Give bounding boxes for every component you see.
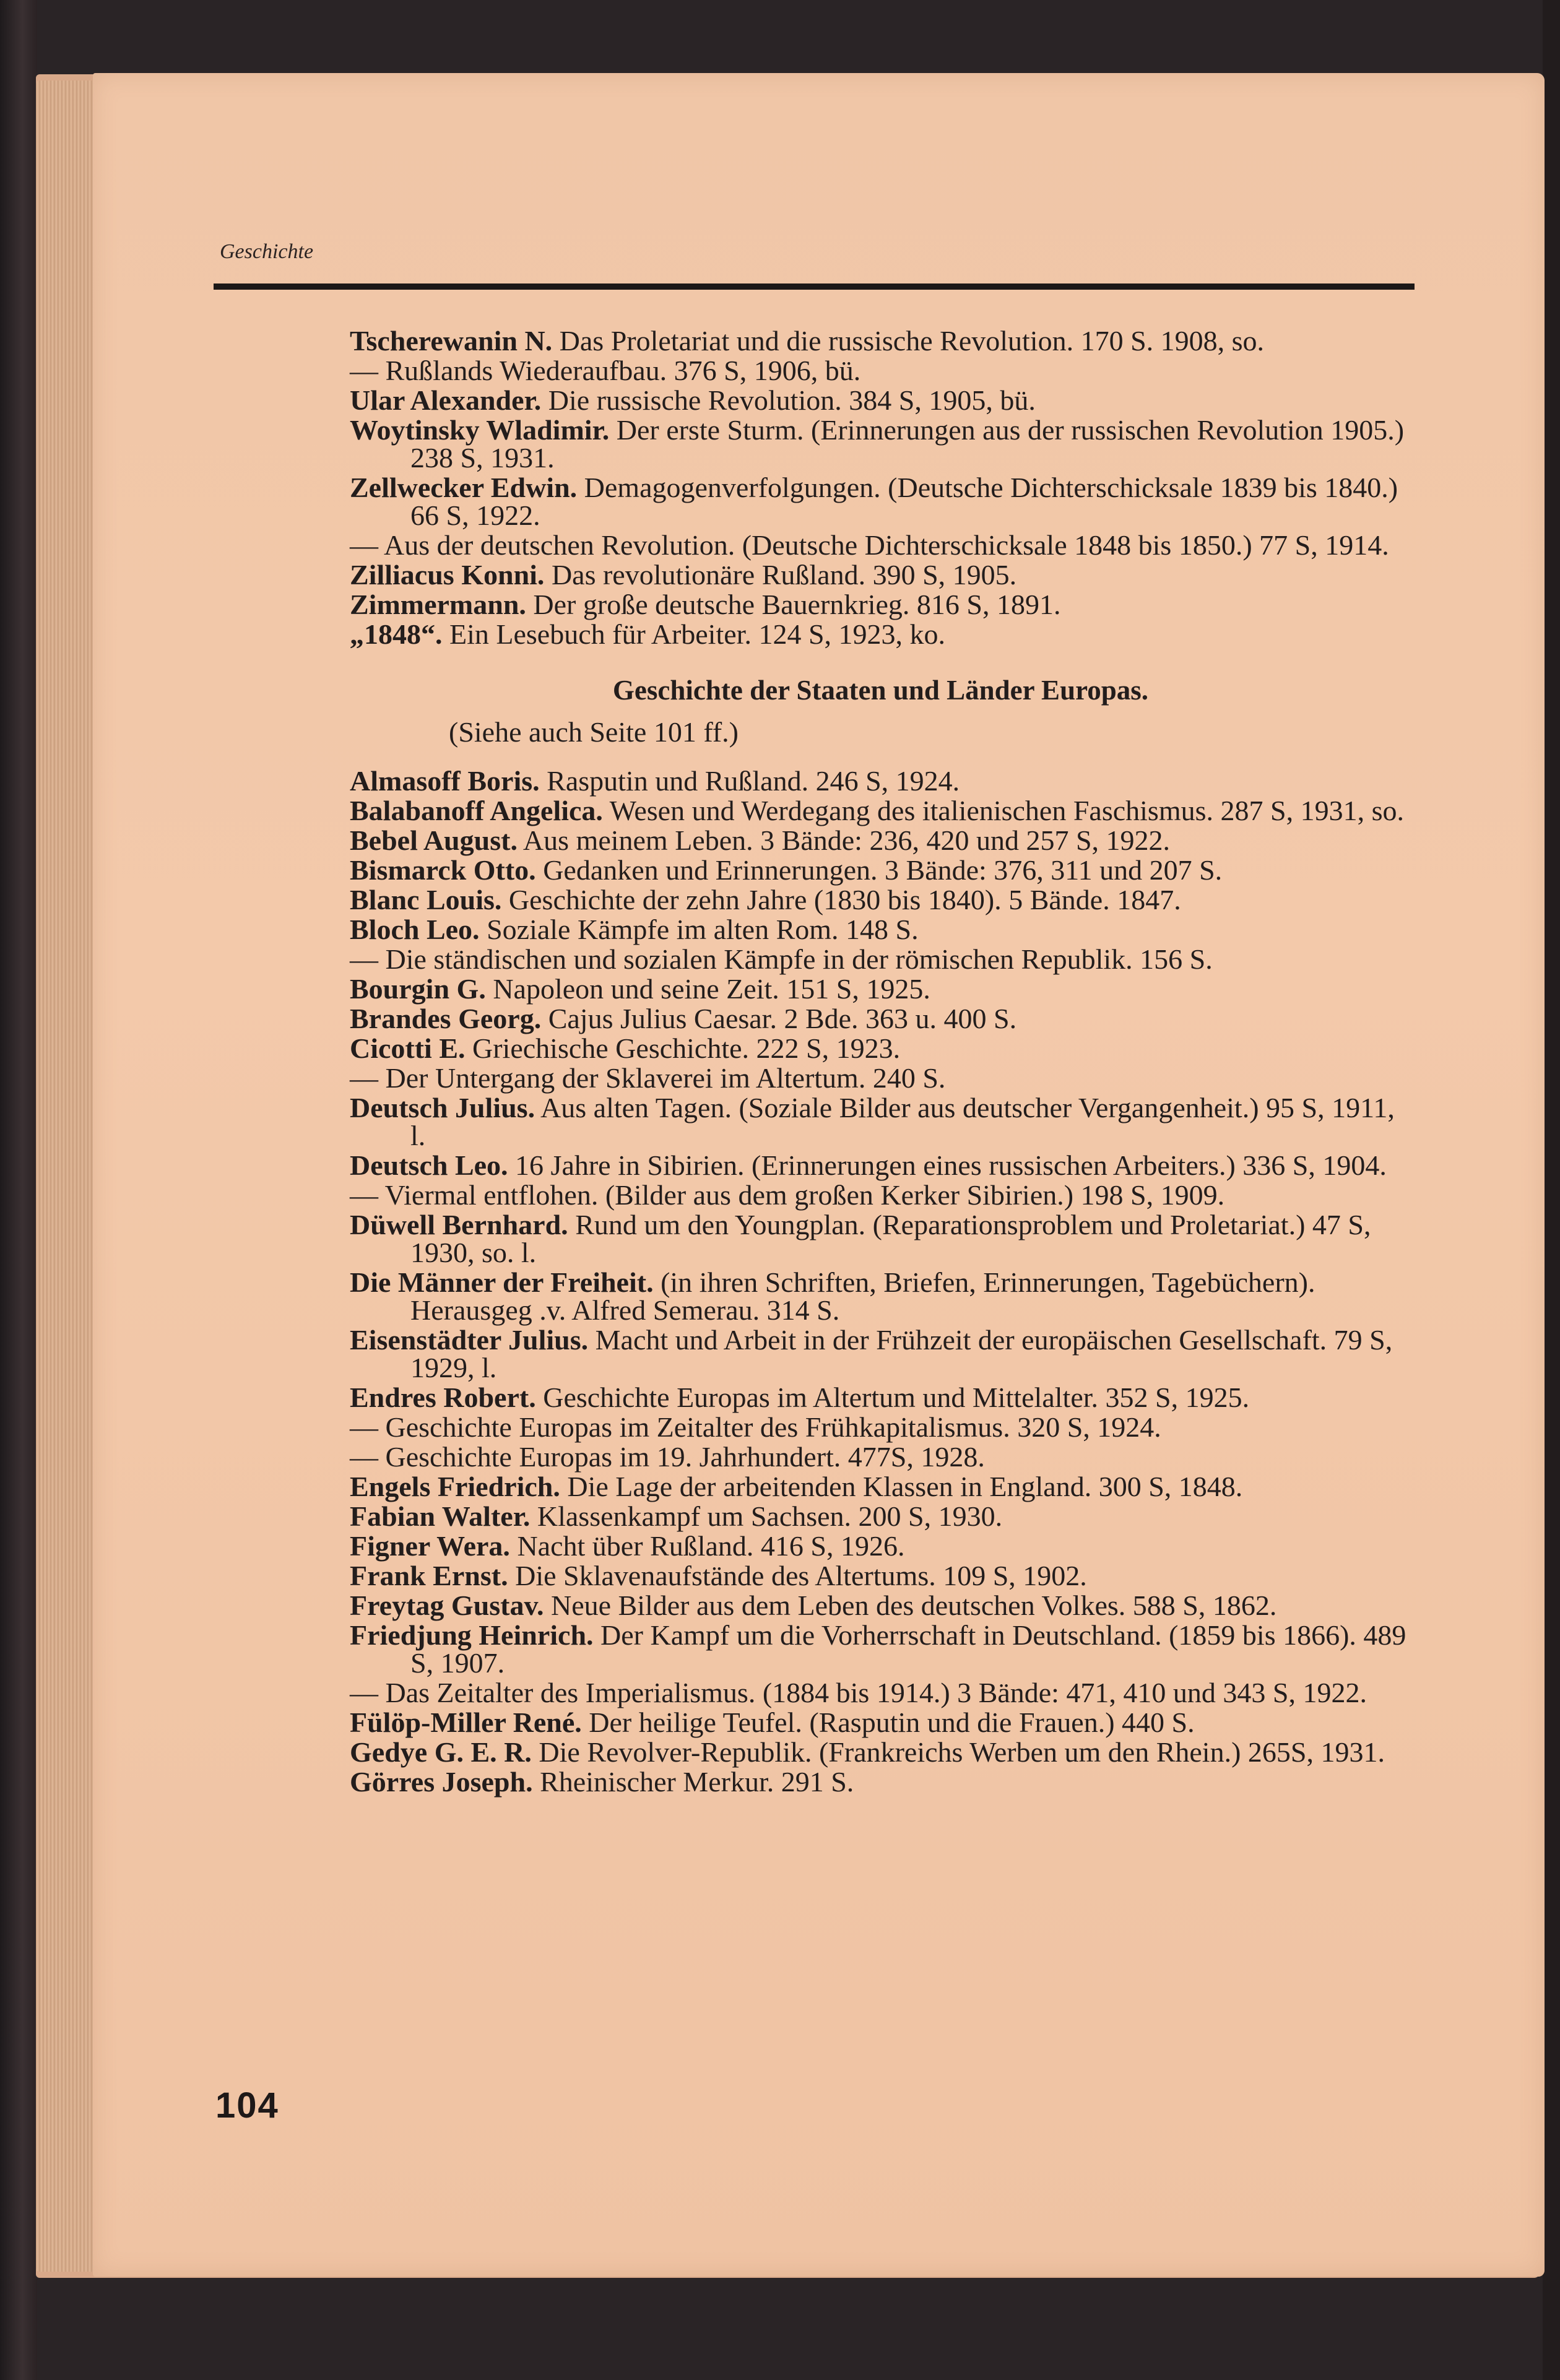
- entry-text: Geschichte Europas im 19. Jahrhundert. 477S, 1928.: [385, 1441, 985, 1473]
- bibliography-entry: [350, 886, 1411, 914]
- bibliography-entry: [350, 1679, 1411, 1707]
- entry-text: Napoleon und seine Zeit. 151 S, 1925.: [485, 973, 930, 1005]
- ditto-dash: —: [350, 1677, 386, 1708]
- entry-text: Der große deutsche Bauernkrieg. 816 S, 1891.: [526, 589, 1061, 620]
- entry-text: 16 Jahre in Sibirien. (Erinnerungen eines russischen Arbeiters.) 336 S, 1904.: [508, 1149, 1387, 1181]
- entry-author: Gedye G. E. R.: [350, 1736, 532, 1768]
- entry-text: Das revolutionäre Rußland. 390 S, 1905.: [544, 559, 1017, 591]
- bibliography-entry: [350, 1413, 1411, 1441]
- entry-author: Engels Friedrich.: [350, 1471, 560, 1502]
- entry-text: Die russische Revolution. 384 S, 1905, bü.: [541, 384, 1036, 416]
- entry-text: Rheinischer Merkur. 291 S.: [532, 1766, 854, 1798]
- entry-text: Aus alten Tagen. (Soziale Bilder aus deutscher Vergangenheit.) 95 S, 1911, l.: [410, 1092, 1395, 1151]
- bibliography-entry: [350, 1738, 1411, 1766]
- bibliography-entry: [350, 1532, 1411, 1560]
- see-also-note: (Siehe auch Seite 101 ff.): [449, 716, 739, 748]
- bibliography-entry: [350, 1005, 1411, 1032]
- bibliography-entry: [350, 975, 1411, 1003]
- entry-text: Rasputin und Rußland. 246 S, 1924.: [539, 765, 960, 797]
- bibliography-entry: [350, 1768, 1411, 1796]
- entry-text: Griechische Geschichte. 222 S, 1923.: [465, 1032, 901, 1064]
- entry-author: Deutsch Julius.: [350, 1092, 535, 1123]
- entry-author: Düwell Bernhard.: [350, 1209, 568, 1240]
- header-rule: [214, 283, 1415, 290]
- entry-author: Endres Robert.: [350, 1382, 536, 1413]
- bibliography-entry: [350, 1094, 1411, 1149]
- entry-text: Klassenkampf um Sachsen. 200 S, 1930.: [530, 1500, 1003, 1532]
- bibliography-entry: [350, 1383, 1411, 1411]
- entry-author: Zellwecker Edwin.: [350, 472, 578, 503]
- entry-author: Ular Alexander.: [350, 384, 542, 416]
- entry-text: Die Sklavenaufstände des Altertums. 109 S, 1902.: [508, 1560, 1087, 1591]
- entry-text: Rund um den Youngplan. (Reparationsproblem und Proletariat.) 47 S, 1930, so. l.: [410, 1209, 1371, 1268]
- entry-text: Soziale Kämpfe im alten Rom. 148 S.: [479, 914, 919, 945]
- entry-author: Freytag Gustav.: [350, 1590, 544, 1621]
- bibliography-entry: [350, 474, 1411, 529]
- bibliography-entry: [350, 767, 1411, 795]
- bibliography-entry: [350, 856, 1411, 884]
- entries-list-section: [350, 767, 1411, 1796]
- entry-text: Die Revolver-Republik. (Frankreichs Werben um den Rhein.) 265S, 1931.: [531, 1736, 1385, 1768]
- entry-text: Demagogenverfolgungen. (Deutsche Dichterschicksale 1839 bis 1840.) 66 S, 1922.: [410, 472, 1398, 531]
- bibliography-entry: [350, 1562, 1411, 1590]
- entry-author: Bourgin G.: [350, 973, 486, 1005]
- entry-text: Geschichte der zehn Jahre (1830 bis 1840). 5 Bände. 1847.: [501, 884, 1181, 915]
- bibliography-entry: [350, 1591, 1411, 1619]
- entry-author: Fülöp-Miller René.: [350, 1707, 582, 1738]
- entry-author: Eisenstädter Julius.: [350, 1324, 589, 1356]
- bibliography-entry: [350, 1621, 1411, 1677]
- running-head: Geschichte: [220, 240, 314, 263]
- entry-author: Tscherewanin N.: [350, 325, 553, 357]
- bibliography-entry: [350, 1268, 1411, 1324]
- bibliography-entry: [350, 915, 1411, 943]
- ditto-dash: —: [350, 943, 386, 975]
- page-content: [350, 327, 1411, 1798]
- bibliography-entry: [350, 327, 1411, 355]
- entry-text: Geschichte Europas im Altertum und Mittelalter. 352 S, 1925.: [535, 1382, 1250, 1413]
- entry-text: Rußlands Wiederaufbau. 376 S, 1906, bü.: [385, 355, 861, 386]
- bibliography-entry: [350, 945, 1411, 973]
- page-number: 104: [215, 2085, 279, 2126]
- entry-text: Ein Lesebuch für Arbeiter. 124 S, 1923, ko.: [442, 618, 946, 650]
- entry-text: Geschichte Europas im Zeitalter des Frühkapitalismus. 320 S, 1924.: [385, 1411, 1161, 1443]
- page-fore-edge: [36, 80, 101, 2272]
- entry-author: Blanc Louis.: [350, 884, 502, 915]
- bibliography-entry: [350, 1211, 1411, 1266]
- ditto-dash: —: [350, 1411, 386, 1443]
- entry-author: Bloch Leo.: [350, 914, 480, 945]
- entry-author: Balabanoff Angelica.: [350, 795, 603, 826]
- entry-author: Bebel August.: [350, 824, 518, 856]
- bibliography-entry: [350, 1708, 1411, 1736]
- entry-author: Figner Wera.: [350, 1530, 510, 1562]
- bibliography-entry: [350, 620, 1411, 648]
- bibliography-entry: [350, 1151, 1411, 1179]
- bibliography-entry: [350, 1064, 1411, 1092]
- bibliography-entry: [350, 826, 1411, 854]
- bibliography-entry: [350, 561, 1411, 589]
- entry-author: Zimmermann.: [350, 589, 526, 620]
- bibliography-entry: [350, 386, 1411, 414]
- entry-author: Bismarck Otto.: [350, 854, 536, 886]
- ditto-dash: —: [350, 529, 384, 561]
- entries-list-top: [350, 327, 1411, 648]
- bibliography-entry: [350, 357, 1411, 384]
- entry-author: Woytinsky Wladimir.: [350, 414, 610, 446]
- bibliography-entry: [350, 1034, 1411, 1062]
- entry-text: (in ihren Schriften, Briefen, Erinnerungen, Tagebüchern). Herausgeg .v. Alfred Semerau. 314 S.: [410, 1266, 1315, 1326]
- entry-author: Almasoff Boris.: [350, 765, 540, 797]
- entry-author: Cicotti E.: [350, 1032, 466, 1064]
- ditto-dash: —: [350, 1441, 386, 1473]
- book-binding-left: [0, 0, 37, 2380]
- book-binding-right: [1543, 0, 1560, 2380]
- entry-text: Nacht über Rußland. 416 S, 1926.: [509, 1530, 905, 1562]
- bibliography-entry: [350, 591, 1411, 618]
- entry-text: Wesen und Werdegang des italienischen Faschismus. 287 S, 1931, so.: [602, 795, 1405, 826]
- entry-text: Aus meinem Leben. 3 Bände: 236, 420 und 257 S, 1922.: [517, 824, 1171, 856]
- entry-author: Deutsch Leo.: [350, 1149, 508, 1181]
- entry-author: „1848“.: [350, 618, 443, 650]
- entry-text: Der erste Sturm. (Erinnerungen aus der russischen Revolution 1905.) 238 S, 1931.: [410, 414, 1405, 474]
- entry-text: Die Lage der arbeitenden Klassen in England. 300 S, 1848.: [560, 1471, 1243, 1502]
- entry-text: Das Zeitalter des Imperialismus. (1884 bis 1914.) 3 Bände: 471, 410 und 343 S, 1922.: [385, 1677, 1367, 1708]
- entry-text: Der heilige Teufel. (Rasputin und die Frauen.) 440 S.: [581, 1707, 1195, 1738]
- entry-text: Neue Bilder aus dem Leben des deutschen Volkes. 588 S, 1862.: [544, 1590, 1277, 1621]
- entry-author: Fabian Walter.: [350, 1500, 531, 1532]
- entry-text: Der Untergang der Sklaverei im Altertum. 240 S.: [385, 1062, 946, 1094]
- ditto-dash: —: [350, 1179, 385, 1211]
- entry-text: Die ständischen und sozialen Kämpfe in der römischen Republik. 156 S.: [385, 943, 1213, 975]
- bibliography-entry: [350, 797, 1411, 824]
- entry-text: Gedanken und Erinnerungen. 3 Bände: 376, 311 und 207 S.: [535, 854, 1223, 886]
- bibliography-entry: [350, 1502, 1411, 1530]
- entry-author: Görres Joseph.: [350, 1766, 533, 1798]
- entry-author: Friedjung Heinrich.: [350, 1619, 594, 1651]
- entry-text: Das Proletariat und die russische Revolution. 170 S. 1908, so.: [552, 325, 1265, 357]
- entry-text: Der Kampf um die Vorherrschaft in Deutschland. (1859 bis 1866). 489 S, 1907.: [410, 1619, 1406, 1679]
- bibliography-entry: [350, 1326, 1411, 1382]
- entry-author: Die Männer der Freiheit.: [350, 1266, 654, 1298]
- entry-text: Cajus Julius Caesar. 2 Bde. 363 u. 400 S.: [541, 1003, 1017, 1034]
- ditto-dash: —: [350, 355, 386, 386]
- bibliography-entry: [350, 1473, 1411, 1500]
- ditto-dash: —: [350, 1062, 386, 1094]
- entry-author: Brandes Georg.: [350, 1003, 542, 1034]
- entry-text: Viermal entflohen. (Bilder aus dem großen Kerker Sibirien.) 198 S, 1909.: [384, 1179, 1225, 1211]
- bibliography-entry: [350, 1181, 1411, 1209]
- entry-text: Macht und Arbeit in der Frühzeit der europäischen Gesellschaft. 79 S, 1929, l.: [410, 1324, 1393, 1383]
- bibliography-entry: [350, 416, 1411, 472]
- section-title: Geschichte der Staaten und Länder Europas.: [612, 675, 1149, 706]
- bibliography-entry: [350, 531, 1411, 559]
- bibliography-entry: [350, 1443, 1411, 1471]
- entry-author: Frank Ernst.: [350, 1560, 508, 1591]
- entry-author: Zilliacus Konni.: [350, 559, 545, 591]
- entry-text: Aus der deutschen Revolution. (Deutsche Dichterschicksale 1848 bis 1850.) 77 S, 1914.: [383, 529, 1389, 561]
